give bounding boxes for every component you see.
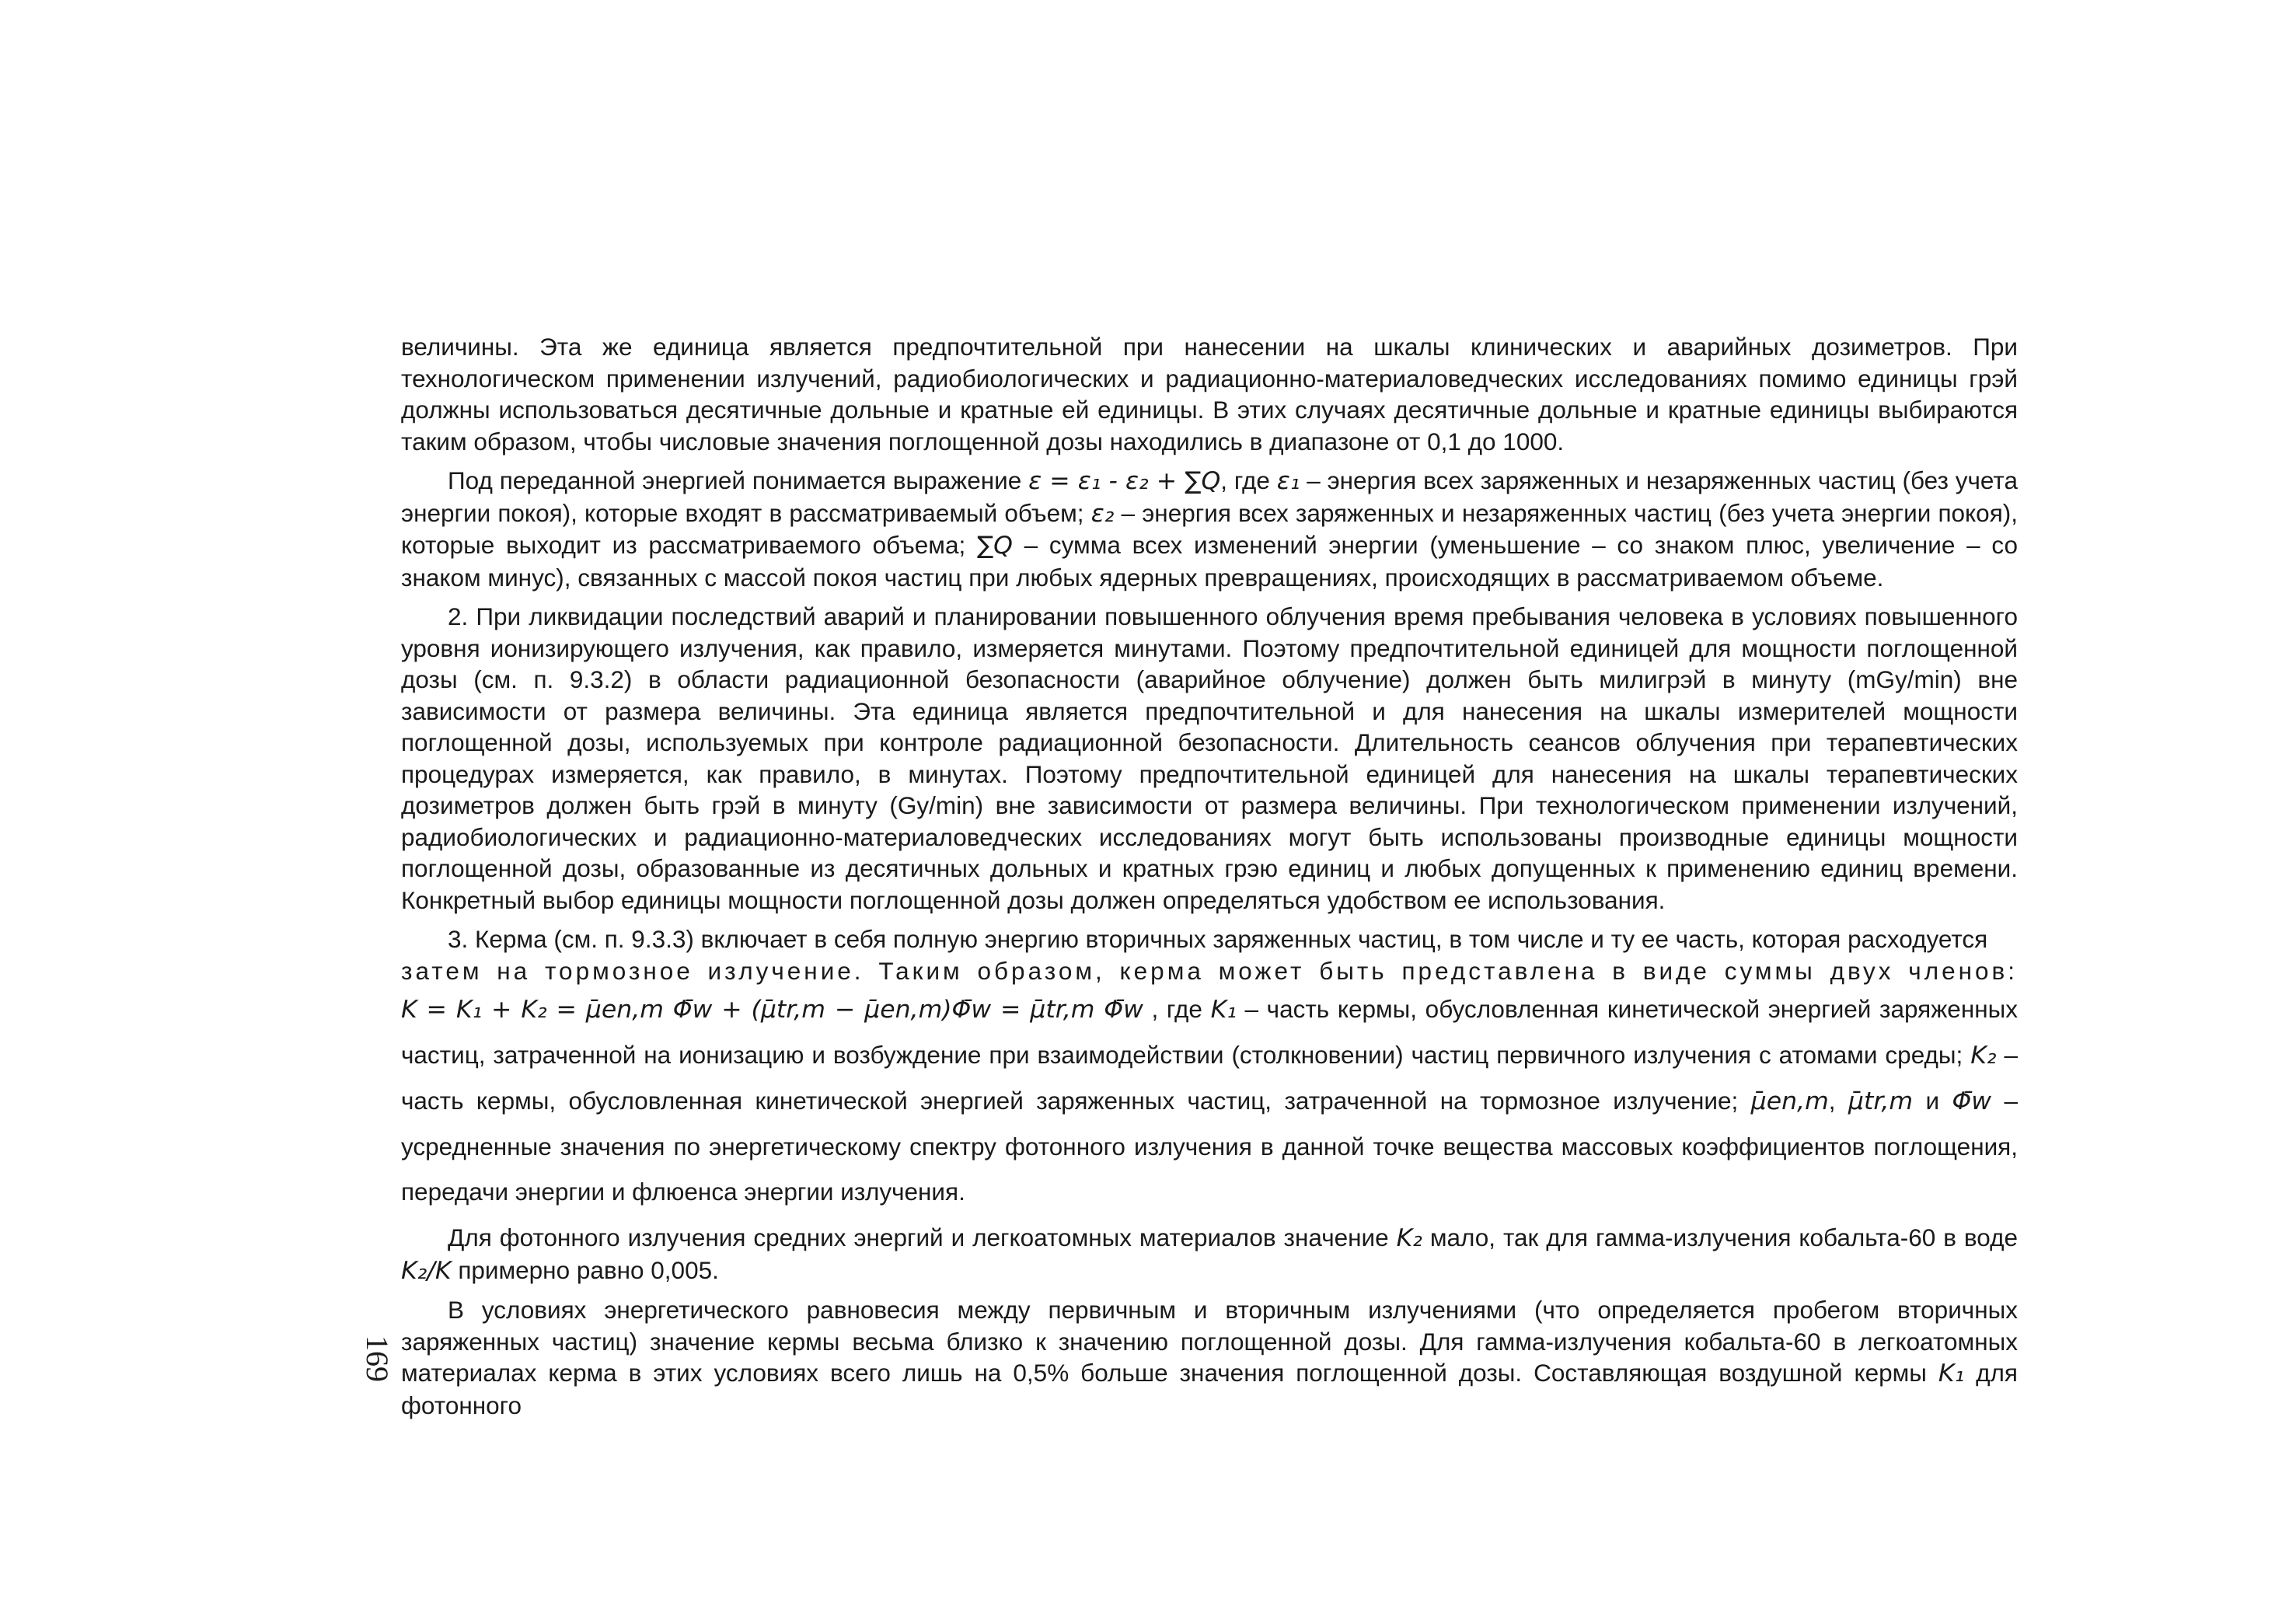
p2-text-1: Под переданной энергией понимается выражение [448,466,1029,494]
paragraph-6 [401,1294,2018,1421]
phi-w-symbol: Φ̄w [1952,1087,1992,1115]
p2-text-2: , где [1220,466,1277,494]
paragraph-5 [401,1222,2018,1286]
p6-k1-symbol: K₁ [1938,1359,1965,1387]
p2-eps2-symbol: ε₂ [1090,499,1115,528]
paragraph-4-line-2: затем на тормозное излучение. Таким образом, керма может быть представлена в виде суммы двух членов: [401,956,2018,985]
p4-k1-symbol: K₁ [1210,996,1237,1024]
p2-text-3: – энергия всех заряженных и незаряженных частиц (без учета энергии покоя), которые входят в рассматриваемый объем; [401,466,2018,527]
paragraph-4-body [401,986,2018,1214]
p4-text-6: – усредненные значения по энергетическому спектру фотонного излучения в данной точке вещества массовых коэффициентов поглощения, передачи энергии и флюенса энергии излучения. [401,1087,2018,1206]
p2-eps1-symbol: ε₁ [1276,467,1300,495]
p5-text-1: Для фотонного излучения средних энергий и легкоатомных материалов значение [448,1223,1397,1251]
p5-ratio-symbol: K₂/K [401,1256,452,1285]
p4-text-4: – часть кермы, обусловленная кинетической энергией заряженных частиц, затраченной на ионизацию и возбуждение при взаимодействии (столкновении) частиц первичного излучения с атомами среды; [401,995,2018,1069]
p5-k2-symbol: K₂ [1396,1224,1422,1252]
p2-sumq-symbol: ∑Q [976,532,1013,560]
p4-text-3: , где [1143,995,1211,1023]
p5-text-2: мало, так для гамма-излучения кобальта-60 в воде [1422,1223,2018,1251]
p4-separator: , [1828,1087,1848,1115]
mu-en-symbol: μ̄en,m [1750,1087,1829,1115]
paragraph-4-line-1: 3. Керма (см. п. 9.3.3) включает в себя полную энергию вторичных заряженных частиц, в том числе и ту ее часть, которая расходуется [448,925,1988,953]
p6-text-1: В условиях энергетического равновесия между первичным и вторичным излучениями (что определяется пробегом вторичных заряженных частиц) значение кермы весьма близко к значению поглощенной дозы. Для гамма-излучения кобальта-60 в легкоатомных материалах керма в этих условиях всего лишь на 0,5% больше значения поглощенной дозы. Составляющая воздушной кермы [401,1296,2018,1387]
p4-k2-symbol: K₂ [1970,1042,1997,1070]
p2-transferred-energy-formula: ε = ε₁ - ε₂ + ∑Q [1028,467,1221,495]
p2-text-4: – энергия всех заряженных и незаряженных частиц (без учета энергии покоя), которые выходит из рассматриваемого объема; [401,498,2018,559]
p2-text-5: – сумма всех изменений энергии (уменьшение – со знаком плюс, увеличение – со знаком минус), связанных с массой покоя частиц при любых ядерных превращениях, происходящих в рассматриваемом объеме. [401,531,2018,592]
p5-text-3: примерно равно 0,005. [451,1255,719,1284]
mu-tr-symbol: μ̄tr,m [1848,1087,1914,1115]
p6-text-2: для фотонного [401,1359,2018,1419]
page-body [401,331,2018,1421]
paragraph-3: 2. При ликвидации последствий аварий и планировании повышенного облучения время пребывания человека в условиях повышенного уровня ионизирующего излучения, как правило, измеряется минутами. Поэтому предпочтительной единицей для мощности поглощенной дозы (см. п. 9.3.2) в области радиационной безопасности (аварийное облучение) должен быть милигрэй в минуту (mGy/min) вне зависимости от размера величины. Эта единица является предпочтительной и для нанесения на шкалы измерителей мощности поглощенной дозы, используемых при контроле радиационной безопасности. Длительность сеансов облучения при терапевтических процедурах измеряется, как правило, в минутах. Поэтому предпочтительной единицей для нанесения на шкалы терапевтических дозиметров должен быть грэй в минуту (Gy/min) вне зависимости от размера величины. При технологическом применении излучений, радиобиологических и радиационно-материаловедческих исследованиях могут быть использованы производные единицы мощности поглощенной дозы, образованные из десятичных дольных и кратных грэю единиц и любых допущенных к применению единиц времени. Конкретный выбор единицы мощности поглощенной дозы должен определяться удобством ее использования. [401,602,2018,914]
p4-and: и [1913,1087,1952,1115]
page-number: 169 [360,1335,395,1382]
paragraph-1: величины. Эта же единица является предпочтительной при нанесении на шкалы клинических и аварийных дозиметров. При технологическом применении излучений, радиобиологических и радиационно-материаловедческих исследованиях помимо единицы грэй должны использоваться десятичные дольные и кратные ей единицы. В этих случаях десятичные дольные и кратные единицы выбираются таким образом, чтобы числовые значения поглощенной дозы находились в диапазоне от 0,1 до 1000. [401,333,2018,455]
paragraph-2 [401,465,2018,593]
kerma-formula: K = K₁ + K₂ = μ̄en,m Φ̄w + (μ̄tr,m − μ̄en,m)Φ̄w = μ̄tr,m Φ̄w [401,996,1143,1024]
p4-text-5: – часть кермы, обусловленная кинетической энергией заряженных частиц, затраченной на тормозное излучение; [401,1041,2018,1115]
